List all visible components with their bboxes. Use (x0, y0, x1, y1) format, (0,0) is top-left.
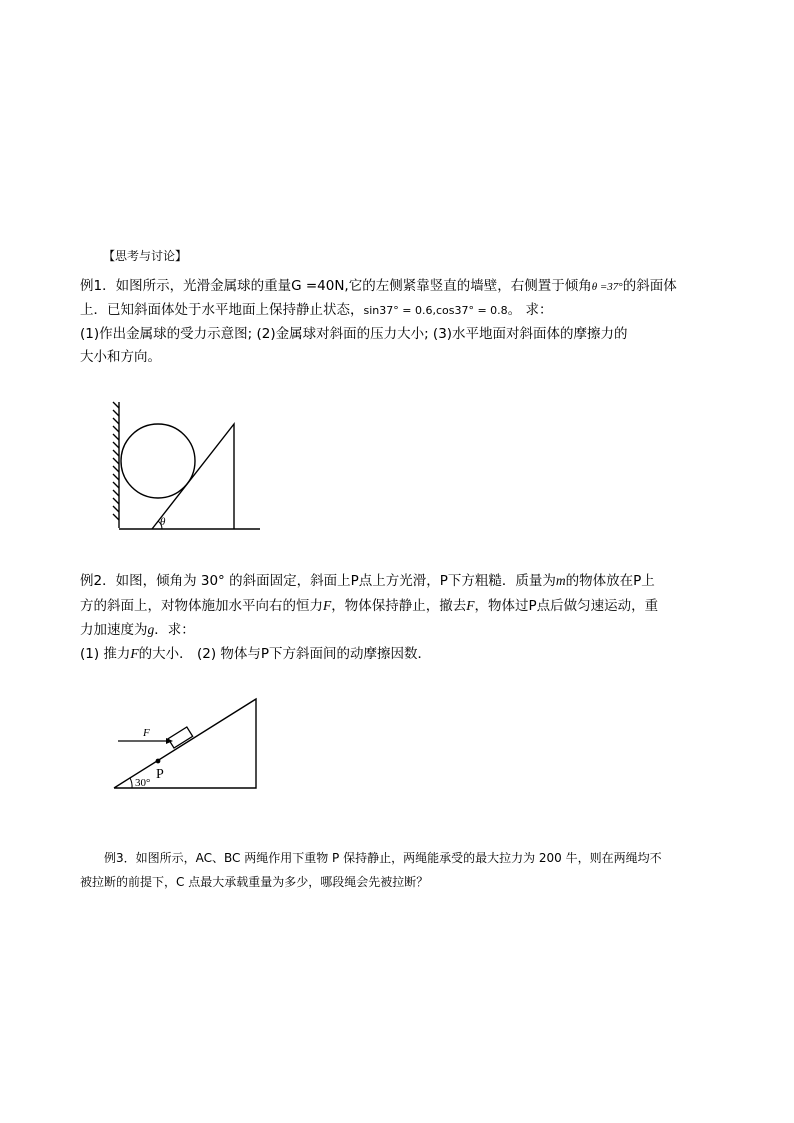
example1-line2 (80, 301, 552, 320)
force-symbol: F (323, 598, 332, 613)
point-p (156, 759, 161, 764)
example1-line4: 大小和方向。 (80, 349, 161, 365)
example1-line3: (1)作出金属球的受力示意图; (2)金属球对斜面的压力大小; (3)水平地面对斜面体的摩擦力的 (80, 326, 628, 342)
example2-line3 (80, 621, 195, 639)
example2-text: ．求： (154, 622, 195, 638)
example2-text: 例2．如图，倾角为 30° 的斜面固定，斜面上P点上方光滑，P下方粗糙．质量为 (80, 573, 556, 589)
mass-symbol: m (555, 573, 566, 588)
wall (113, 402, 119, 528)
angle-arc (130, 778, 132, 788)
example3-line1: 例3．如图所示，AC、BC 两绳作用下重物 P 保持静止，两绳能承受的最大拉力为 200 牛，则在两绳均不 (104, 851, 662, 865)
example2-line1 (80, 572, 655, 590)
example1-text: 例1．如图所示，光滑金属球的重量G =40N,它的左侧紧靠竖直的墙壁，右侧置于倾角 (80, 278, 592, 294)
example2-text: 力加速度为 (80, 622, 148, 638)
block (168, 727, 192, 748)
example1-text: 上．已知斜面体处于水平地面上保持静止状态， (80, 302, 364, 318)
example1-figure (110, 398, 265, 533)
example2-text: (1) 推力 (80, 646, 131, 662)
force-symbol: F (130, 646, 139, 661)
angle-label: θ (160, 516, 166, 528)
point-p-label: P (156, 767, 164, 782)
example1-text: 。 求： (507, 302, 553, 318)
example1-text: 的斜面体 (622, 278, 677, 294)
gravity-symbol: g (147, 622, 155, 637)
example2-text: ，物体保持静止，撤去 (331, 598, 467, 614)
angle-expression: θ =37° (591, 281, 623, 293)
incline (114, 699, 256, 788)
example2-text: 的大小． (2) 物体与P下方斜面间的动摩擦因数． (138, 646, 432, 662)
example1-line1 (80, 277, 677, 296)
example2-text: 的物体放在P上 (565, 573, 655, 589)
trig-values: sin37° = 0.6,cos37° = 0.8 (363, 304, 508, 317)
example2-line2 (80, 597, 658, 615)
example2-line4 (80, 645, 431, 663)
angle-label: 30° (135, 777, 151, 789)
force-symbol: F (466, 598, 475, 613)
incline-block (152, 424, 234, 529)
force-label: F (143, 727, 150, 739)
example2-figure (110, 695, 270, 795)
example2-text: ，物体过P点后做匀速运动，重 (474, 598, 659, 614)
metal-ball (121, 424, 195, 498)
example3-line2: 被拉断的前提下，C 点最大承载重量为多少，哪段绳会先被拉断？ (80, 875, 429, 889)
section-heading: 【思考与讨论】 (103, 249, 188, 263)
example2-text: 方的斜面上，对物体施加水平向右的恒力 (80, 598, 323, 614)
